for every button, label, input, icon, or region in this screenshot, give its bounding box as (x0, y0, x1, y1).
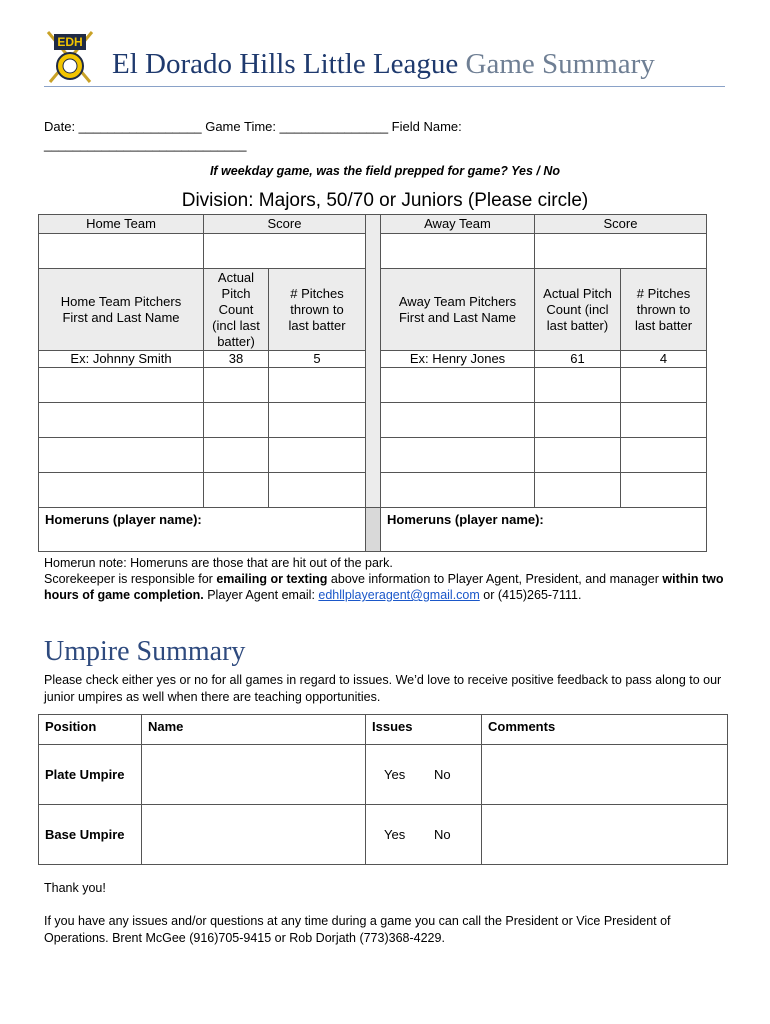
umpire-table (38, 714, 728, 865)
scorekeeper-notes (44, 555, 734, 603)
away-team-input[interactable] (381, 234, 535, 269)
home-pitch-count-input[interactable] (204, 368, 269, 403)
base-umpire-label: Base Umpire (39, 805, 142, 865)
player-agent-email-link[interactable]: edhllplayeragent@gmail.com (318, 588, 480, 602)
example-away-name: Ex: Henry Jones (381, 351, 535, 368)
away-score-header: Score (535, 215, 707, 234)
field-prep-question: If weekday game, was the field prepped for game? Yes / No (209, 164, 561, 178)
home-pitcher-name-input[interactable] (39, 438, 204, 473)
example-home-count: 38 (204, 351, 269, 368)
home-pitches-thrown-header: # Pitches thrown to last batter (269, 269, 366, 351)
table-gap (366, 508, 381, 552)
away-pitcher-name-input[interactable] (381, 368, 535, 403)
title-sub: Game Summary (465, 48, 655, 80)
league-logo (44, 30, 96, 86)
plate-umpire-comments-input[interactable] (482, 745, 728, 805)
home-pitchers-header: Home Team Pitchers First and Last Name (39, 269, 204, 351)
date-time-field-line[interactable]: Date: _________________ Game Time: _______________ Field Name: (44, 119, 462, 134)
away-pitch-count-input[interactable] (535, 368, 621, 403)
away-pitch-count-header: Actual Pitch Count (incl last batter) (535, 269, 621, 351)
home-pitcher-name-input[interactable] (39, 368, 204, 403)
away-pitches-thrown-input[interactable] (621, 368, 707, 403)
position-header: Position (39, 715, 142, 745)
comments-header: Comments (482, 715, 728, 745)
home-homeruns-field[interactable]: Homeruns (player name): (39, 508, 366, 552)
contact-info: If you have any issues and/or questions at any time during a game you can call the President or Vice President of Operations. Brent McGee (916)705-9415 or Rob Dorjath (773)368-4229. (44, 914, 671, 945)
field-name-blank-line[interactable]: ____________________________ (44, 137, 247, 152)
example-away-count: 61 (535, 351, 621, 368)
home-pitches-thrown-input[interactable] (269, 438, 366, 473)
issues-header: Issues (366, 715, 482, 745)
home-pitcher-name-input[interactable] (39, 473, 204, 508)
away-score-input[interactable] (535, 234, 707, 269)
table-gap (366, 215, 381, 508)
homerun-note: Homerun note: Homeruns are those that are hit out of the park. (44, 556, 393, 570)
scorekeeper-instructions: Scorekeeper is responsible for emailing or texting above information to Player Agent, President, and manager within two hours of game completion. Player Agent email: edhllplayeragent@gmail.com or (415)265-7111. (44, 572, 724, 602)
away-pitch-count-input[interactable] (535, 473, 621, 508)
name-header: Name (142, 715, 366, 745)
away-pitcher-name-input[interactable] (381, 473, 535, 508)
home-pitches-thrown-input[interactable] (269, 473, 366, 508)
away-pitch-count-input[interactable] (535, 438, 621, 473)
base-no-option[interactable]: No (434, 827, 451, 842)
thank-you: Thank you! (44, 881, 106, 895)
example-away-thrown: 4 (621, 351, 707, 368)
base-yes-option[interactable]: Yes (384, 827, 406, 842)
page-title (112, 48, 655, 81)
home-team-header: Home Team (39, 215, 204, 234)
title-divider (44, 86, 725, 87)
away-homeruns-field[interactable]: Homeruns (player name): (381, 508, 707, 552)
home-pitcher-name-input[interactable] (39, 403, 204, 438)
away-pitcher-name-input[interactable] (381, 438, 535, 473)
title-main: El Dorado Hills Little League (112, 48, 459, 80)
plate-no-option[interactable]: No (434, 767, 451, 782)
home-pitch-count-input[interactable] (204, 403, 269, 438)
home-pitch-count-input[interactable] (204, 473, 269, 508)
away-pitch-count-input[interactable] (535, 403, 621, 438)
home-pitch-count-header: Actual Pitch Count (incl last batter) (204, 269, 269, 351)
away-pitches-thrown-input[interactable] (621, 403, 707, 438)
umpire-intro: Please check either yes or no for all games in regard to issues. We’d love to receive positive feedback to pass along to our junior umpires as well when there are teaching opportunities. (44, 673, 722, 704)
home-pitch-count-input[interactable] (204, 438, 269, 473)
home-team-input[interactable] (39, 234, 204, 269)
away-pitcher-name-input[interactable] (381, 403, 535, 438)
away-team-header: Away Team (381, 215, 535, 234)
logo-text: EDH (57, 35, 83, 49)
home-score-header: Score (204, 215, 366, 234)
away-pitches-thrown-input[interactable] (621, 473, 707, 508)
example-home-name: Ex: Johnny Smith (39, 351, 204, 368)
umpire-summary-title: Umpire Summary (44, 636, 246, 667)
plate-yes-option[interactable]: Yes (384, 767, 406, 782)
base-umpire-name-input[interactable] (142, 805, 366, 865)
division-selector[interactable]: Division: Majors, 50/70 or Juniors (Please circle) (181, 190, 589, 211)
base-umpire-comments-input[interactable] (482, 805, 728, 865)
score-table (38, 214, 707, 552)
home-pitches-thrown-input[interactable] (269, 368, 366, 403)
away-pitches-thrown-input[interactable] (621, 438, 707, 473)
plate-umpire-label: Plate Umpire (39, 745, 142, 805)
home-score-input[interactable] (204, 234, 366, 269)
away-pitchers-header: Away Team Pitchers First and Last Name (381, 269, 535, 351)
example-home-thrown: 5 (269, 351, 366, 368)
home-pitches-thrown-input[interactable] (269, 403, 366, 438)
away-pitches-thrown-header: # Pitches thrown to last batter (621, 269, 707, 351)
plate-umpire-name-input[interactable] (142, 745, 366, 805)
